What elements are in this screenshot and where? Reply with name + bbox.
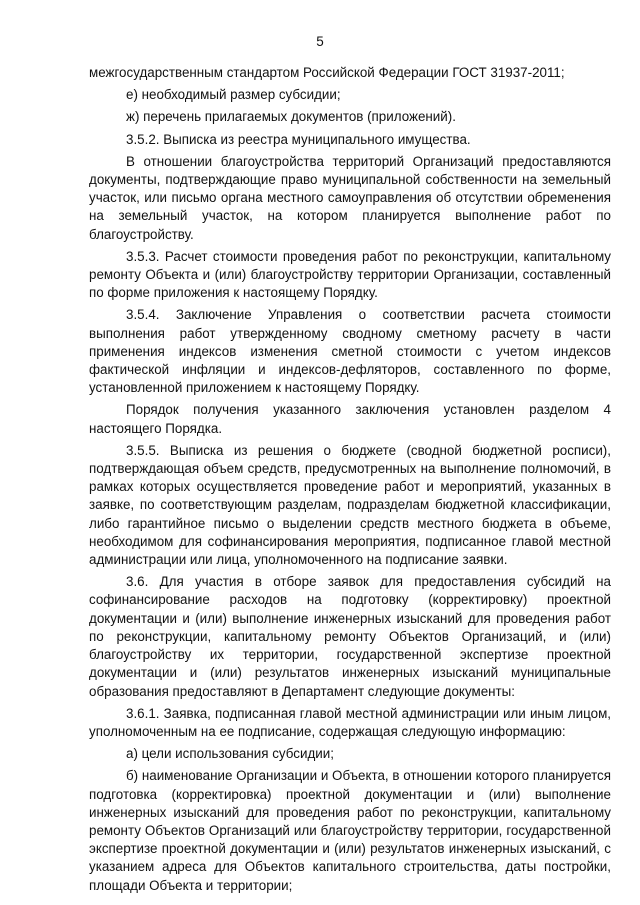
paragraph-attachments-list: ж) перечень прилагаемых документов (приложений). xyxy=(126,109,456,125)
paragraph-3-5-3: 3.5.3. Расчет стоимости проведения работ по реконструкции, капитальному ремонту Объекта и (или) благоустройству территории Организации, составленный по форме приложения к настоящему Порядку. xyxy=(89,248,611,301)
paragraph-3-5-5: 3.5.5. Выписка из решения о бюджете (сводной бюджетной росписи), подтверждающая объем средств, предусмотренных на выполнение полномочий, в рамках которых осуществляется проведение работ и мероприятий, указанных в заявке, по соответствующим разделам, подразделам бюджетной классификации, либо гарантийное письмо о выделении средств местного бюджета в объеме, необходимом для софинансирования мероприятия, подписанное главой местной администрации или лица, уполномоченного на подписание заявки. xyxy=(89,442,611,568)
paragraph-3-6: 3.6. Для участия в отборе заявок для предоставления субсидий на софинансирование расходов на подготовку (корректировку) проектной документации и (или) выполнение инженерных изысканий для проведения работ по реконструкции, капитальному ремонту Объектов Организаций, и (или) благоустройству их территории, государственной экспертизе проектной документации и (или) результатов инженерных изысканий муниципальные образования предоставляют в Департамент следующие документы: xyxy=(89,574,611,699)
document-body xyxy=(89,64,611,895)
paragraph-gost: межгосударственным стандартом Российской Федерации ГОСТ 31937-2011; xyxy=(89,65,565,80)
paragraph-subsidy-purpose: а) цели использования субсидии; xyxy=(126,746,334,762)
paragraph-3-5-2: 3.5.2. Выписка из реестра муниципального имущества. xyxy=(126,131,471,147)
paragraph-landscaping-docs: В отношении благоустройства территорий Организаций предоставляются документы, подтверждающие право муниципальной собственности на земельный участок, или письмо органа местного самоуправления об отсутствии обременения на земельный участок, на котором планируется выполнение работ по благоустройству. xyxy=(89,153,611,242)
paragraph-subsidy-amount: е) необходимый размер субсидии; xyxy=(126,87,341,103)
paragraph-conclusion-procedure: Порядок получения указанного заключения установлен разделом 4 настоящего Порядка. xyxy=(89,402,611,436)
paragraph-organization-object: б) наименование Организации и Объекта, в отношении которого планируется подготовка (корректировка) проектной документации и (или) выполнение инженерных изысканий для проведения работ по реконструкции, капитальному ремонту Объектов Организаций или благоустройству территории, государственной экспертизе проектной документации и (или) результатов инженерных изысканий, с указанием адреса для Объектов капитального строительства, даты постройки, площади Объекта и территории; xyxy=(89,768,611,893)
paragraph-3-6-1: 3.6.1. Заявка, подписанная главой местной администрации или иным лицом, уполномоченным на ее подписание, содержащая следующую информацию: xyxy=(89,705,611,739)
paragraph-3-5-4: 3.5.4. Заключение Управления о соответствии расчета стоимости выполнения работ утвержденному сводному сметному расчету в части применения индексов изменения сметной стоимости с учетом индексов фактической инфляции и индексов-дефляторов, составленного по форме, установленной приложением к настоящему Порядку. xyxy=(89,307,611,396)
page-number: 5 xyxy=(316,34,324,49)
